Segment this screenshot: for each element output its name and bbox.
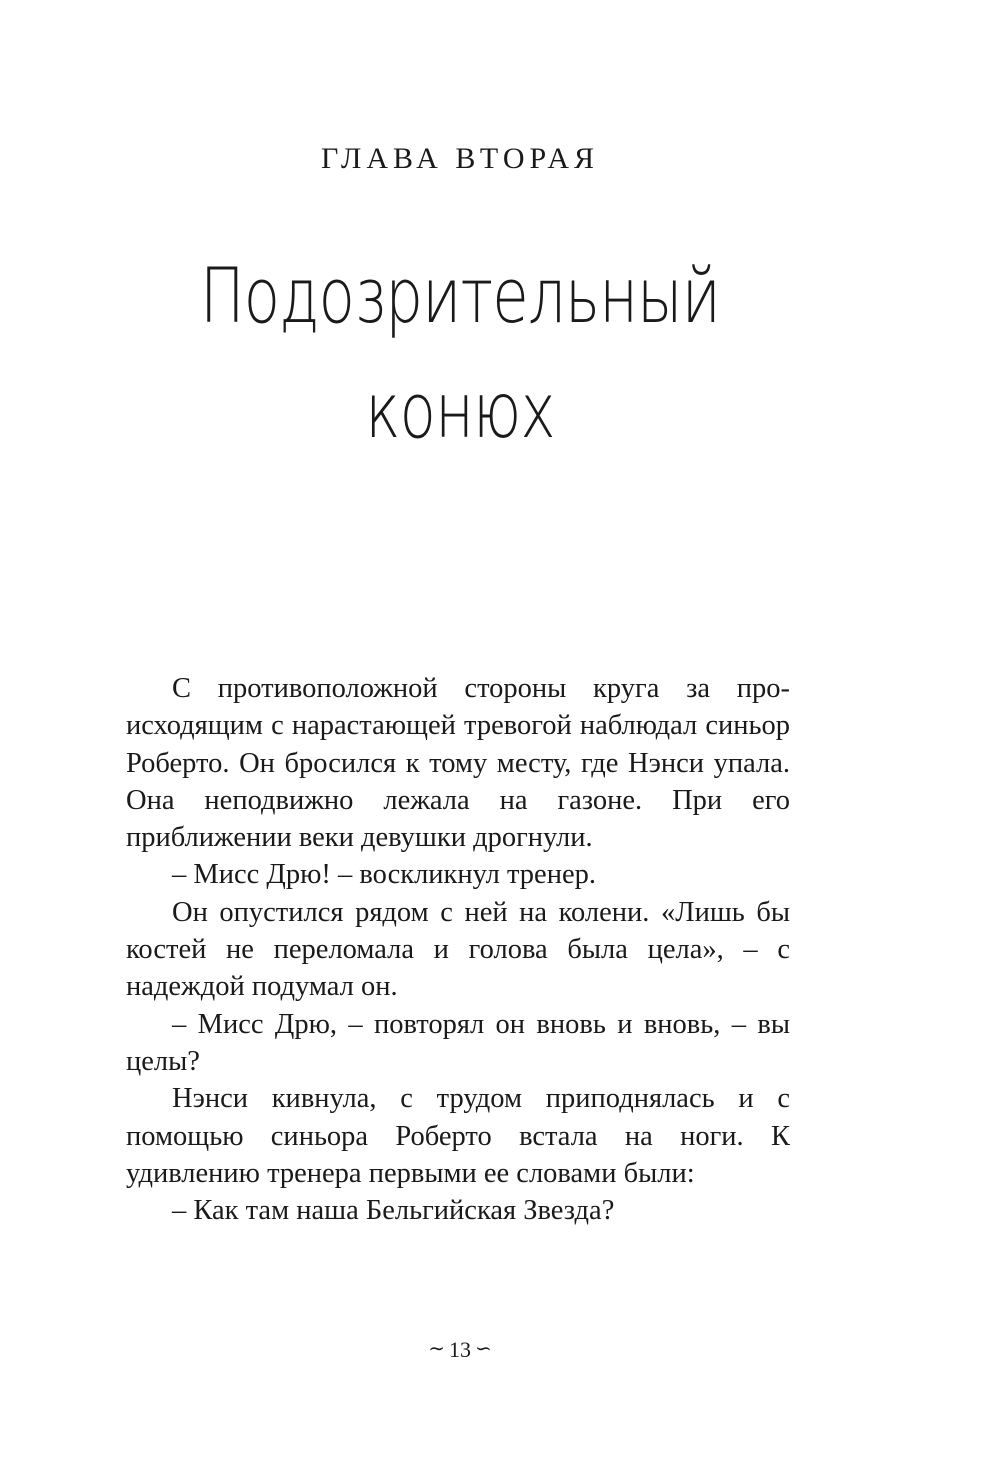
page-number: 13 xyxy=(449,1337,471,1362)
chapter-title-line-1: Подозрительный xyxy=(199,251,721,340)
body-text xyxy=(126,670,790,1229)
chapter-title xyxy=(101,238,819,468)
page-number-footer xyxy=(0,1336,920,1363)
paragraph: Нэнси кивнула, с трудом приподнялась и с помощью синьора Роберто встала на ноги. К удивлению тренера первыми ее словами были: xyxy=(126,1083,790,1189)
paragraph: С противоположной стороны круга за происходящим с нарастающей тревогой наблюдал синьор Роберто. Он бросился к тому месту, где Нэнси упала. Она неподвижно лежала на газоне. При его приближении веки девушки дрогнули. xyxy=(126,673,790,854)
chapter-number-heading: ГЛАВА ВТОРАЯ xyxy=(320,142,600,175)
paragraph: Он опустился рядом с ней на колени. «Лишь бы костей не переломала и голова была цела», – с надеждой подумал он. xyxy=(126,896,790,1003)
chapter-title-line-2: конюх xyxy=(365,366,555,455)
paragraph: – Мисс Дрю! – воскликнул тренер. xyxy=(172,859,596,891)
paragraph: – Мисс Дрю, – повторял он вновь и вновь, – вы целы? xyxy=(126,1008,790,1077)
left-swash-icon: ∼ xyxy=(428,1338,445,1360)
paragraph: – Как там наша Бельгийская Звезда? xyxy=(172,1195,615,1227)
right-swash-icon: ∽ xyxy=(475,1338,492,1360)
